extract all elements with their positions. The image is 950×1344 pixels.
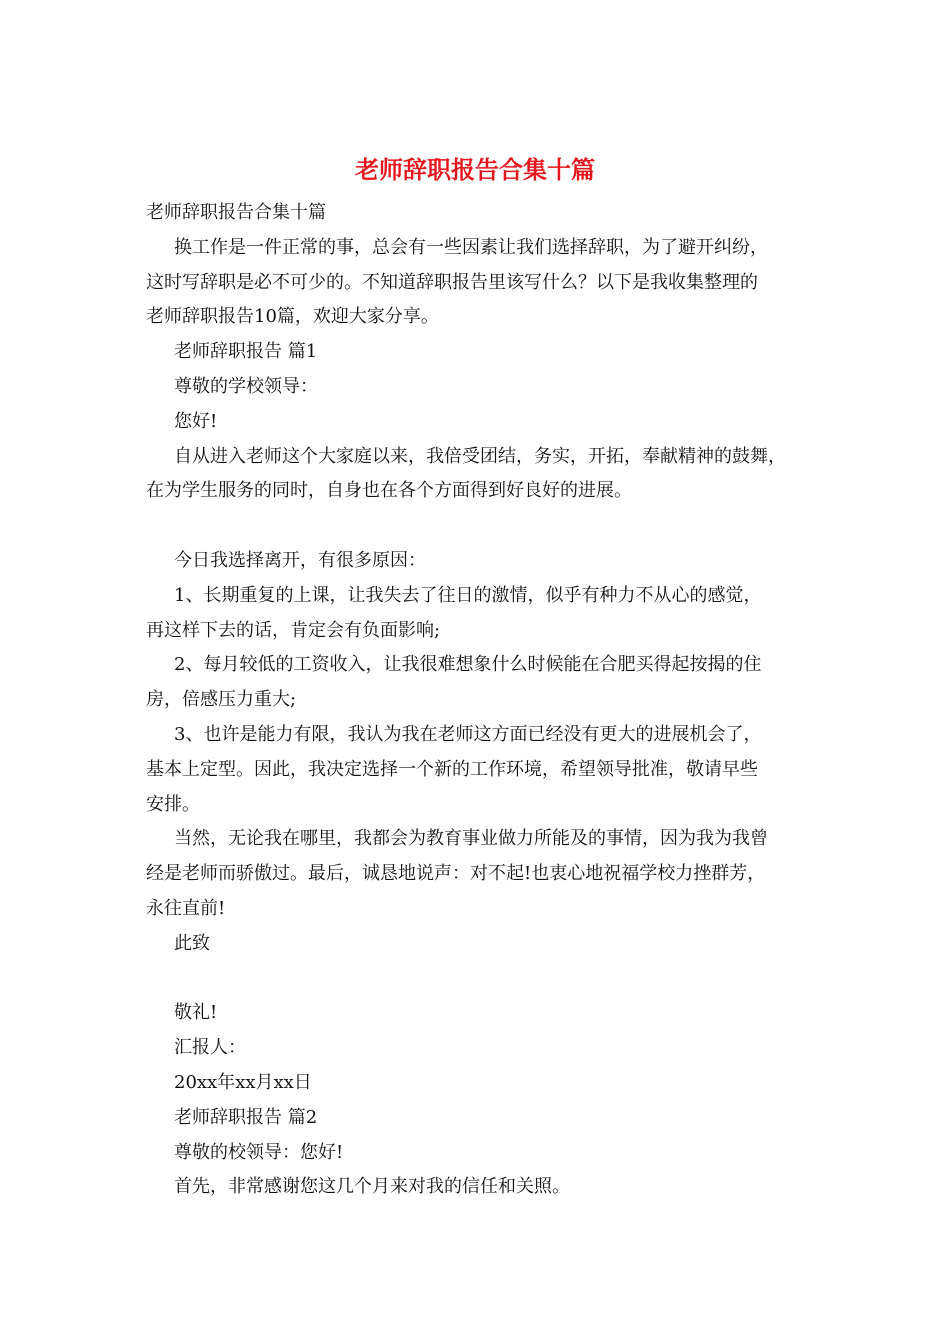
regards-line-2: 敬礼! (174, 1002, 218, 1024)
reason-3-line-1: 3、也许是能力有限，我认为我在老师这方面已经没有更大的进展机会了， (174, 723, 762, 745)
document-body (146, 196, 836, 1205)
paragraph-1-line-1: 自从进入老师这个大家庭以来，我倍受团结，务实，开拓，奉献精神的鼓舞， (174, 445, 786, 467)
report-heading-2: 老师辞职报告 篇2 (174, 1106, 318, 1128)
reason-1-line-1: 1、长期重复的上课，让我失去了往日的激情，似乎有种力不从心的感觉， (174, 584, 762, 606)
regards-line-1: 此致 (174, 932, 210, 954)
report-heading-1: 老师辞职报告 篇1 (174, 341, 318, 363)
reason-3-line-2: 基本上定型。因此，我决定选择一个新的工作环境，希望领导批准，敬请早些 (146, 758, 758, 780)
closing-line-3: 永往直前! (146, 897, 226, 919)
blank-line (146, 509, 836, 544)
reason-3-line-3: 安排。 (146, 793, 200, 815)
date-line: 20xx年xx月xx日 (174, 1071, 312, 1093)
paragraph-2-line-1: 今日我选择离开，有很多原因： (174, 549, 426, 571)
reason-2-line-2: 房，倍感压力重大; (146, 689, 297, 711)
paragraph-3-line-1: 首先，非常感谢您这几个月来对我的信任和关照。 (174, 1176, 570, 1198)
salutation-1: 尊敬的学校领导： (174, 375, 318, 397)
document-title: 老师辞职报告合集十篇 (355, 155, 595, 184)
paragraph-1-line-2: 在为学生服务的同时，自身也在各个方面得到好良好的进展。 (146, 480, 632, 502)
blank-line (146, 962, 836, 997)
reporter-line: 汇报人： (174, 1037, 246, 1059)
closing-line-2: 经是老师而骄傲过。最后，诚恳地说声：对不起!也衷心地祝福学校力挫群芳， (146, 863, 766, 885)
reason-2-line-1: 2、每月较低的工资收入，让我很难想象什么时候能在合肥买得起按揭的住 (174, 654, 762, 676)
document-subtitle: 老师辞职报告合集十篇 (146, 202, 326, 223)
closing-line-1: 当然，无论我在哪里，我都会为教育事业做力所能及的事情，因为我为我曾 (174, 828, 768, 850)
intro-line-1: 换工作是一件正常的事，总会有一些因素让我们选择辞职，为了避开纠纷， (174, 236, 768, 258)
intro-line-2: 这时写辞职是必不可少的。不知道辞职报告里该写什么？以下是我收集整理的 (146, 271, 758, 293)
salutation-2: 尊敬的校领导：您好! (174, 1141, 344, 1163)
intro-line-3: 老师辞职报告10篇，欢迎大家分享。 (146, 306, 439, 328)
reason-1-line-2: 再这样下去的话，肯定会有负面影响; (146, 619, 441, 641)
greeting-1: 您好! (174, 410, 218, 432)
